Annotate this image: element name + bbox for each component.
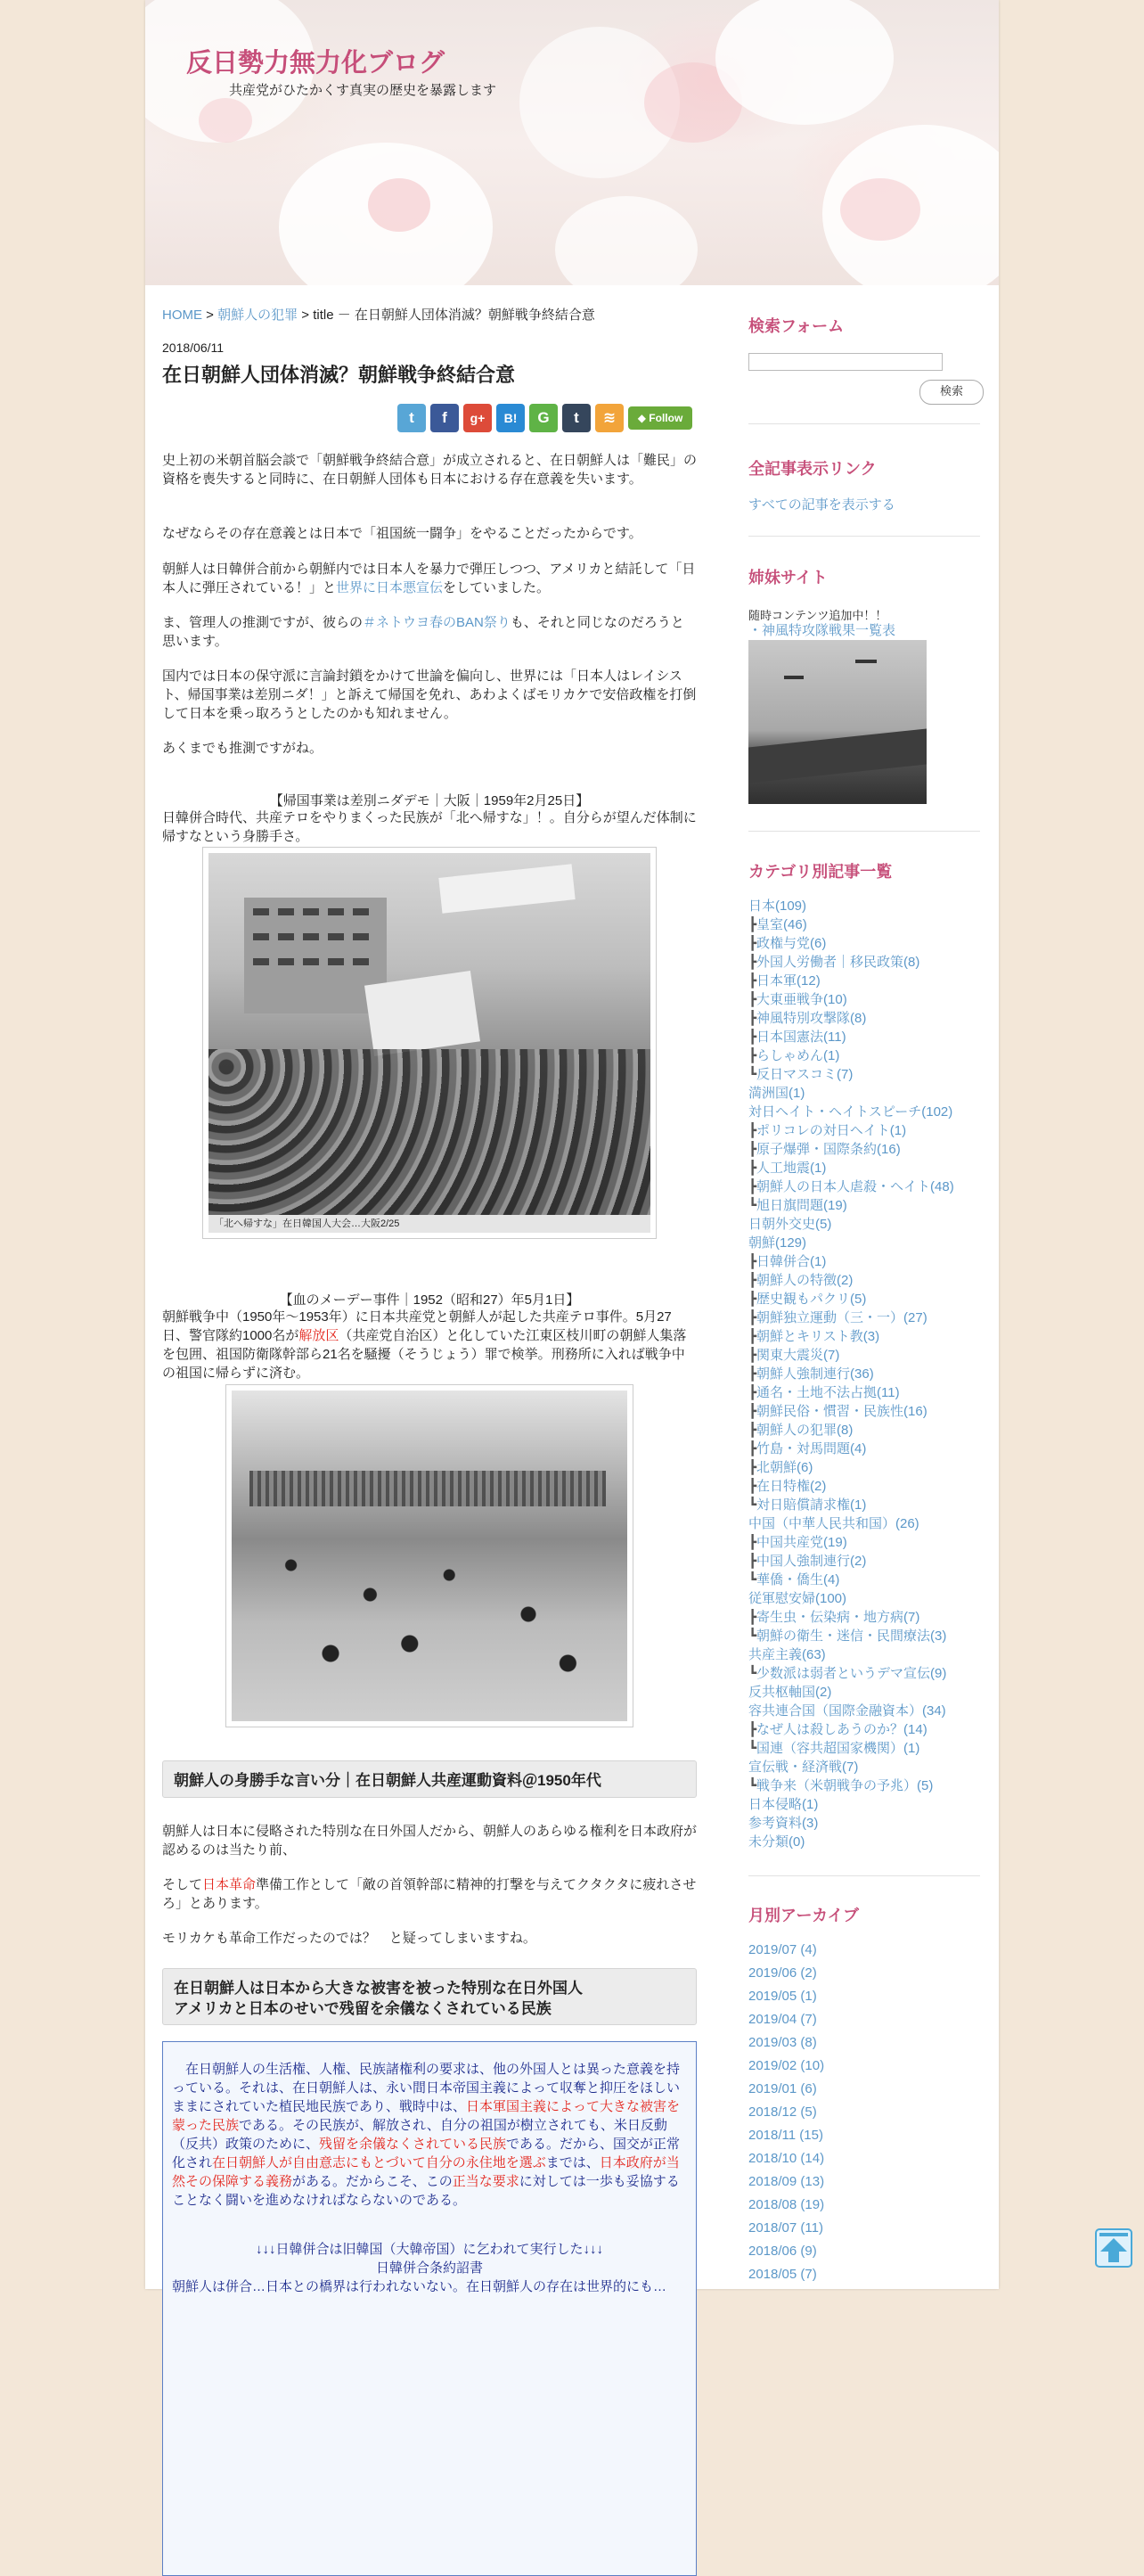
category-link[interactable]: 通名・土地不法占拠(11) — [756, 1385, 900, 1400]
category-link[interactable]: らしゃめん(1) — [756, 1048, 840, 1063]
category-item — [748, 1084, 954, 1103]
category-link[interactable]: 従軍慰安婦(100) — [748, 1591, 847, 1606]
tree-branch: ┣ — [748, 1123, 757, 1138]
category-item — [748, 1215, 954, 1234]
archive-link[interactable]: 2018/06 (9) — [748, 2244, 817, 2259]
category-link[interactable]: 未分類(0) — [748, 1834, 805, 1850]
tree-branch: ┣ — [748, 936, 757, 951]
category-link[interactable]: 朝鮮とキリスト教(3) — [756, 1329, 880, 1344]
tree-branch: ┣ — [748, 1011, 757, 1026]
tree-branch: ┣ — [748, 1310, 757, 1325]
tree-branch: ┗ — [748, 1497, 757, 1513]
tree-branch: ┗ — [748, 1741, 757, 1756]
category-link[interactable]: 朝鮮(129) — [748, 1235, 807, 1251]
category-item — [748, 1627, 954, 1645]
category-item — [748, 1065, 954, 1084]
archive-link[interactable]: 2018/05 (7) — [748, 2267, 817, 2282]
text: 朝鮮戦争中（1950年～1953年）に日本共産党と朝鮮人が起した共産テロ事件。5月27日、警官隊約1000名が — [162, 1309, 672, 1343]
category-link[interactable]: 外国人労働者｜移民政策(8) — [756, 955, 920, 970]
tree-branch: ┣ — [748, 917, 757, 932]
inline-link[interactable]: ＃ネトウヨ春のBAN祭り — [363, 615, 511, 630]
category-link[interactable]: 日本(109) — [748, 898, 807, 914]
category-item — [748, 1009, 954, 1028]
category-item — [748, 1159, 954, 1177]
hatena-bookmark-icon[interactable]: B! — [496, 404, 525, 432]
category-item — [748, 1589, 954, 1608]
category-link[interactable]: 朝鮮人の特徴(2) — [756, 1273, 854, 1288]
archive-link[interactable]: 2018/11 (15) — [748, 2128, 823, 2143]
category-link[interactable]: 日韓併合(1) — [756, 1254, 827, 1269]
tree-branch: ┣ — [748, 973, 757, 989]
tree-branch: ┗ — [748, 1067, 757, 1082]
tree-branch: ┣ — [748, 1460, 757, 1475]
category-link[interactable]: 原子爆弾・国際条約(16) — [756, 1142, 901, 1157]
category-link[interactable]: 満洲国(1) — [748, 1086, 805, 1101]
tree-branch: ┗ — [748, 1778, 757, 1793]
archive-item — [748, 1939, 824, 1962]
archive-item — [748, 1985, 824, 2008]
category-link[interactable]: 北朝鮮(6) — [756, 1460, 813, 1475]
rss-icon[interactable]: ≋ — [595, 404, 624, 432]
tree-branch: ┣ — [748, 1722, 757, 1737]
archive-item — [748, 2263, 824, 2286]
tree-branch: ┣ — [748, 1404, 757, 1419]
archive-link[interactable]: 2019/02 (10) — [748, 2058, 825, 2073]
tree-branch: ┗ — [748, 1198, 757, 1213]
category-link[interactable]: 反日マスコミ(7) — [756, 1067, 854, 1082]
heading-line: アメリカと日本のせいで残留を余儀なくされている民族 — [174, 2000, 552, 2017]
category-item — [748, 934, 954, 953]
post-paragraph: モリカケも革命工作だったのでは？ と疑ってしまいますね。 — [162, 1931, 536, 1946]
all-posts-link[interactable]: すべての記事を表示する — [748, 497, 895, 513]
category-item — [748, 1739, 954, 1758]
text: である。その民族が、解放され、自分の祖国が樹立されても、米日反動（反共）政策のために、 — [172, 2118, 667, 2152]
divider — [748, 423, 980, 424]
mayday-riot-photo — [225, 1384, 633, 1727]
text: ま、管理人の推測ですが、彼らの — [162, 615, 364, 630]
text: 朝鮮人は日韓併合前から朝鮮内では日本人を暴力で弾圧しつつ、アメリカと結託して「日本人に弾圧されている！」と — [162, 562, 696, 595]
archive-link[interactable]: 2019/01 (6) — [748, 2081, 817, 2096]
tree-branch: ┣ — [748, 1142, 757, 1157]
category-link[interactable]: 神風特別攻撃隊(8) — [756, 1011, 867, 1026]
text: がある。だからこそ、この — [292, 2174, 453, 2189]
tumblr-share-icon[interactable]: t — [562, 404, 591, 432]
archive-item — [748, 2055, 824, 2078]
archive-link[interactable]: 2019/06 (2) — [748, 1965, 817, 1981]
text: をしていました。 — [443, 580, 551, 595]
category-item — [748, 1758, 954, 1776]
post-paragraph — [162, 1875, 697, 1913]
category-item — [748, 1702, 954, 1720]
breadcrumb-category[interactable]: 朝鮮人の犯罪 — [217, 308, 298, 323]
category-item — [748, 1533, 954, 1552]
category-item — [748, 1477, 954, 1496]
category-item — [748, 1028, 954, 1046]
tree-branch: ┣ — [748, 1441, 757, 1456]
category-link[interactable]: 日本軍(12) — [756, 973, 821, 989]
archive-item — [748, 2008, 824, 2031]
category-link[interactable]: 宣伝戦・経済戦(7) — [748, 1760, 859, 1775]
breadcrumb-home[interactable]: HOME — [162, 308, 202, 323]
archive-list — [748, 1939, 824, 2286]
archive-item — [748, 2194, 824, 2217]
archive-link[interactable]: 2018/07 (11) — [748, 2220, 823, 2236]
category-link[interactable]: 日朝外交史(5) — [748, 1217, 832, 1232]
category-link[interactable]: 中国（中華人民共和国）(26) — [748, 1516, 919, 1531]
highlighted-text: 日本軍国主義によって大きな被害を蒙った民族 — [172, 2099, 681, 2133]
tree-branch: ┣ — [748, 1292, 757, 1307]
archive-item — [748, 2147, 824, 2170]
archive-item — [748, 2101, 824, 2124]
category-item — [748, 1140, 954, 1159]
divider — [748, 831, 980, 832]
category-item — [748, 1252, 954, 1271]
category-link[interactable]: なぜ人は殺しあうのか？(14) — [756, 1722, 927, 1737]
tree-branch: ┣ — [748, 1030, 757, 1045]
archive-item — [748, 2170, 824, 2194]
breadcrumb-separator: > — [301, 308, 310, 323]
category-link[interactable]: 朝鮮人の犯罪(8) — [756, 1423, 854, 1438]
archive-item — [748, 2031, 824, 2055]
sister-site-note: 随時コンテンツ追加中！！ — [748, 609, 887, 622]
post-paragraph: 国内では日本の保守派に言論封鎖をかけて世論を偏向し、世界には「日本人はレイシスト、帰国事業は差別ニダ！」と訴えて帰国を免れ、あわよくばモリカケで安倍政権を打倒して日本を乗っ取ろうとしたのかも知れません。 — [162, 669, 697, 721]
archive-item — [748, 2078, 824, 2101]
post-paragraph: あくまでも推測ですがね。 — [162, 741, 323, 756]
category-link[interactable]: 日本国憲法(11) — [756, 1030, 846, 1045]
tree-branch: ┣ — [748, 1610, 757, 1625]
category-link[interactable]: 朝鮮人強制連行(36) — [756, 1366, 874, 1382]
divider — [748, 536, 980, 537]
kamikaze-thumbnail[interactable] — [748, 640, 927, 804]
category-item — [748, 1103, 954, 1121]
category-item — [748, 1365, 954, 1383]
category-item — [748, 1608, 954, 1627]
tree-branch: ┣ — [748, 1329, 757, 1344]
sister-site-title: 姉妹サイト — [748, 569, 828, 587]
category-link[interactable]: 朝鮮独立運動（三・一）(27) — [756, 1310, 927, 1325]
category-link[interactable]: 共産主義(63) — [748, 1647, 826, 1662]
category-item — [748, 990, 954, 1009]
category-item — [748, 1833, 954, 1851]
facebook-share-icon[interactable]: f — [430, 404, 459, 432]
category-link[interactable]: 竹島・対馬問題(4) — [756, 1441, 867, 1456]
category-link[interactable]: 政権与党(6) — [756, 936, 827, 951]
category-link[interactable]: 少数派は弱者というデマ宣伝(9) — [756, 1666, 947, 1681]
search-input[interactable] — [748, 353, 943, 371]
category-link[interactable]: 在日特権(2) — [756, 1479, 827, 1494]
archive-link[interactable]: 2019/07 (4) — [748, 1942, 817, 1957]
highlighted-text: 残留を余儀なくされている民族 — [319, 2137, 507, 2152]
highlighted-text: 在日朝鮮人が自由意志にもとづいて自分の永住地を選ぶ — [212, 2155, 546, 2170]
follow-button[interactable]: ◆ Follow — [628, 406, 692, 430]
category-item — [748, 1234, 954, 1252]
category-list — [748, 897, 954, 1851]
text: である。だから、国交が正常化され — [172, 2137, 681, 2170]
text: 在日朝鮮人の生活権、人権、民族諸権利の要求は、他の外国人とは異った意義を持っている。それは、在日朝鮮人は、永い間日本帝国主義によって収奪と抑圧をほしいままにされていた植民地民族であり、戦時中は、 — [172, 2062, 681, 2114]
page — [145, 0, 999, 2294]
tree-branch: ┣ — [748, 1161, 757, 1176]
post-paragraph: 日韓併合時代、共産テロをやりまくった民族が「北へ帰すな」！。自分らが望んだ体制に帰すなという身勝手さ。 — [162, 810, 697, 844]
text: （共産党自治区）と化していた江東区枝川町の朝鮮人集落を包囲、祖国防衛隊幹部ら21名を騒擾（そうじょう）罪で検挙。刑務所に入れば戦争中の祖国に帰らずに済む。 — [162, 1328, 687, 1381]
quote-center-text: 日韓併合条約詔書 — [375, 2260, 483, 2276]
follow-label: Follow — [649, 412, 683, 424]
archive-title: 月別アーカイブ — [748, 1907, 860, 1924]
highlighted-text: 解放区 — [298, 1328, 339, 1343]
tree-branch: ┣ — [748, 1254, 757, 1269]
tree-branch: ┣ — [748, 1048, 757, 1063]
text: そして — [162, 1877, 203, 1892]
categories-title: カテゴリ別記事一覧 — [748, 863, 893, 881]
quote-center-text: ↓↓↓日韓併合は旧韓国（大韓帝国）に乞われて実行した↓↓↓ — [255, 2242, 603, 2257]
archive-link[interactable]: 2018/08 (19) — [748, 2197, 825, 2212]
category-item — [748, 1571, 954, 1589]
category-item — [748, 1776, 954, 1795]
category-item — [748, 1421, 954, 1440]
tree-branch: ┣ — [748, 1179, 757, 1194]
share-buttons — [397, 404, 692, 432]
category-link[interactable]: 容共連合国（国際金融資本）(34) — [748, 1703, 946, 1719]
category-item — [748, 1440, 954, 1458]
breadcrumb-current: title － 在日朝鮮人団体消滅？朝鮮戦争終結合意 — [313, 308, 595, 323]
category-item — [748, 953, 954, 972]
category-item — [748, 1402, 954, 1421]
tree-branch: ┣ — [748, 992, 757, 1007]
archive-item — [748, 2217, 824, 2240]
tree-branch: ┣ — [748, 1348, 757, 1363]
quote-paragraph — [172, 2060, 687, 2210]
category-link[interactable]: 旭日旗問題(19) — [756, 1198, 847, 1213]
category-link[interactable]: 朝鮮民俗・慣習・民族性(16) — [756, 1404, 927, 1419]
category-item — [748, 1720, 954, 1739]
quoted-document — [162, 2041, 697, 2576]
tree-branch: ┣ — [748, 1535, 757, 1550]
post-date: 2018/06/11 — [162, 340, 225, 355]
category-link[interactable]: 朝鮮の衛生・迷信・民間療法(3) — [756, 1628, 947, 1644]
quote-paragraph: 朝鮮人は併合…日本との橋界は行われないない。在日朝鮮人の存在は世界的にも… — [172, 2279, 667, 2294]
category-item — [748, 915, 954, 934]
archive-item — [748, 1962, 824, 1985]
section-heading: 朝鮮人の身勝手な言い分｜在日朝鮮人共産運動資料＠1950年代 — [162, 1760, 697, 1798]
category-item — [748, 897, 954, 915]
sister-site-link[interactable]: ・神風特攻隊戦果一覧表 — [748, 623, 896, 638]
post-paragraph — [162, 560, 697, 597]
archive-item — [748, 2124, 824, 2147]
post-paragraph: 史上初の米朝首脳会談で「朝鮮戦争終結合意」が成立されると、在日朝鮮人は「難民」の資格を喪失すると同時に、在日朝鮮人団体も日本における存在意義を失います。 — [162, 453, 698, 487]
blog-header — [145, 0, 999, 285]
archive-link[interactable]: 2019/05 (1) — [748, 1989, 817, 2004]
category-link[interactable]: 寄生虫・伝染病・地方病(7) — [756, 1610, 920, 1625]
section-heading — [162, 1968, 697, 2025]
search-button[interactable]: 検索 — [919, 380, 984, 405]
tree-branch: ┗ — [748, 1628, 757, 1644]
category-item — [748, 1046, 954, 1065]
post-paragraph: 朝鮮人は日本に侵略された特別な在日外国人だから、朝鮮人のあらゆる権利を日本政府が認めるのは当たり前、 — [162, 1824, 698, 1858]
text: 準備工作として「敵の首領幹部に精神的打撃を与えてクタクタに疲れさせろ」とあります。 — [162, 1877, 697, 1911]
category-item — [748, 1196, 954, 1215]
category-item — [748, 1383, 954, 1402]
category-item — [748, 1309, 954, 1327]
highlighted-text: 正当な要求 — [452, 2174, 519, 2189]
category-item — [748, 1683, 954, 1702]
post-paragraph — [162, 1308, 697, 1382]
post-title: 在日朝鮮人団体消滅？朝鮮戦争終結合意 — [162, 364, 516, 386]
post-paragraph: なぜならその存在意義とは日本で「祖国統一闘争」をやることだったからです。 — [162, 526, 642, 541]
category-item — [748, 1177, 954, 1196]
heading-line: 在日朝鮮人は日本から大きな被害を被った特別な在日外国人 — [174, 1980, 583, 1997]
google-plus-share-icon[interactable]: g+ — [463, 404, 492, 432]
category-item — [748, 1814, 954, 1833]
tree-branch: ┣ — [748, 1385, 757, 1400]
category-link[interactable]: 大東亜戦争(10) — [756, 992, 847, 1007]
archive-link[interactable]: 2019/04 (7) — [748, 2012, 817, 2027]
category-link[interactable]: 対日賠償請求権(1) — [756, 1497, 867, 1513]
archive-link[interactable]: 2018/12 (5) — [748, 2104, 817, 2120]
category-item — [748, 1645, 954, 1664]
category-item — [748, 1327, 954, 1346]
category-link[interactable]: ポリコレの対日ヘイト(1) — [756, 1123, 907, 1138]
tree-branch: ┣ — [748, 1554, 757, 1569]
photo-caption: 【血のメーデー事件｜1952（昭和27）年5月1日】 — [279, 1292, 580, 1308]
category-link[interactable]: 皇室(46) — [756, 917, 807, 932]
post-paragraph — [162, 613, 697, 651]
tree-branch: ┣ — [748, 1423, 757, 1438]
category-link[interactable]: 人工地震(1) — [756, 1161, 827, 1176]
inline-link[interactable]: 世界に日本悪宣伝 — [336, 580, 444, 595]
tree-branch: ┣ — [748, 955, 757, 970]
text: までは、 — [545, 2155, 600, 2170]
category-item — [748, 1795, 954, 1814]
category-link[interactable]: 日本侵略(1) — [748, 1797, 819, 1812]
category-link[interactable]: 中国人強制連行(2) — [756, 1554, 867, 1569]
category-link[interactable]: 対日ヘイト・ヘイトスピーチ(102) — [748, 1104, 953, 1120]
photo-inner-caption: 「北へ帰すな」在日韓国人大会…大阪2/25 — [208, 1215, 650, 1233]
category-item — [748, 1271, 954, 1290]
twitter-share-icon[interactable]: t — [397, 404, 426, 432]
search-form-title: 検索フォーム — [748, 317, 845, 335]
category-item — [748, 1121, 954, 1140]
category-link[interactable]: 朝鮮人の日本人虐殺・ヘイト(48) — [756, 1179, 954, 1194]
tree-branch: ┣ — [748, 1366, 757, 1382]
breadcrumb-separator: > — [206, 308, 214, 323]
scroll-to-top-icon[interactable] — [1095, 2228, 1132, 2268]
demonstration-photo — [202, 847, 657, 1239]
category-link[interactable]: 歴史観もパクリ(5) — [756, 1292, 867, 1307]
highlighted-text: 日本革命 — [202, 1877, 257, 1892]
blog-title[interactable]: 反日勢力無力化ブログ — [186, 49, 445, 78]
category-item — [748, 1514, 954, 1533]
category-item — [748, 1496, 954, 1514]
all-posts-title: 全記事表示リンク — [748, 460, 877, 478]
archive-item — [748, 2240, 824, 2263]
tree-branch: ┗ — [748, 1572, 757, 1587]
text: に対しては一歩も妥協することなく闘いを進めなければならないのである。 — [172, 2174, 680, 2208]
category-item — [748, 1552, 954, 1571]
category-link[interactable]: 反共枢軸国(2) — [748, 1685, 832, 1700]
highlighted-text: 日本政府が当然その保障する義務 — [172, 2155, 680, 2189]
text: も、それと同じなのだろうと思います。 — [162, 615, 684, 649]
breadcrumb — [162, 305, 595, 324]
category-item — [748, 1458, 954, 1477]
category-link[interactable]: 戦争来（米朝戦争の予兆）(5) — [756, 1778, 934, 1793]
category-link[interactable]: 華僑・僑生(4) — [756, 1572, 840, 1587]
blog-subtitle: 共産党がひたかくす真実の歴史を暴露します — [229, 83, 497, 98]
category-link[interactable]: 国連（容共超国家機関）(1) — [756, 1741, 920, 1756]
archive-link[interactable]: 2018/10 (14) — [748, 2151, 825, 2166]
category-link[interactable]: 中国共産党(19) — [756, 1535, 847, 1550]
category-link[interactable]: 関東大震災(7) — [756, 1348, 840, 1363]
tree-branch: ┗ — [748, 1666, 757, 1681]
category-item — [748, 972, 954, 990]
tree-branch: ┣ — [748, 1479, 757, 1494]
category-item — [748, 1346, 954, 1365]
category-item — [748, 1290, 954, 1309]
divider — [748, 1875, 980, 1876]
category-item — [748, 1664, 954, 1683]
tree-branch: ┣ — [748, 1273, 757, 1288]
category-link[interactable]: 参考資料(3) — [748, 1816, 819, 1831]
archive-link[interactable]: 2018/09 (13) — [748, 2174, 825, 2189]
google-bookmark-icon[interactable]: G — [529, 404, 558, 432]
archive-link[interactable]: 2019/03 (8) — [748, 2035, 817, 2050]
photo-caption: 【帰国事業は差別ニダデモ｜大阪｜1959年2月25日】 — [269, 793, 590, 808]
